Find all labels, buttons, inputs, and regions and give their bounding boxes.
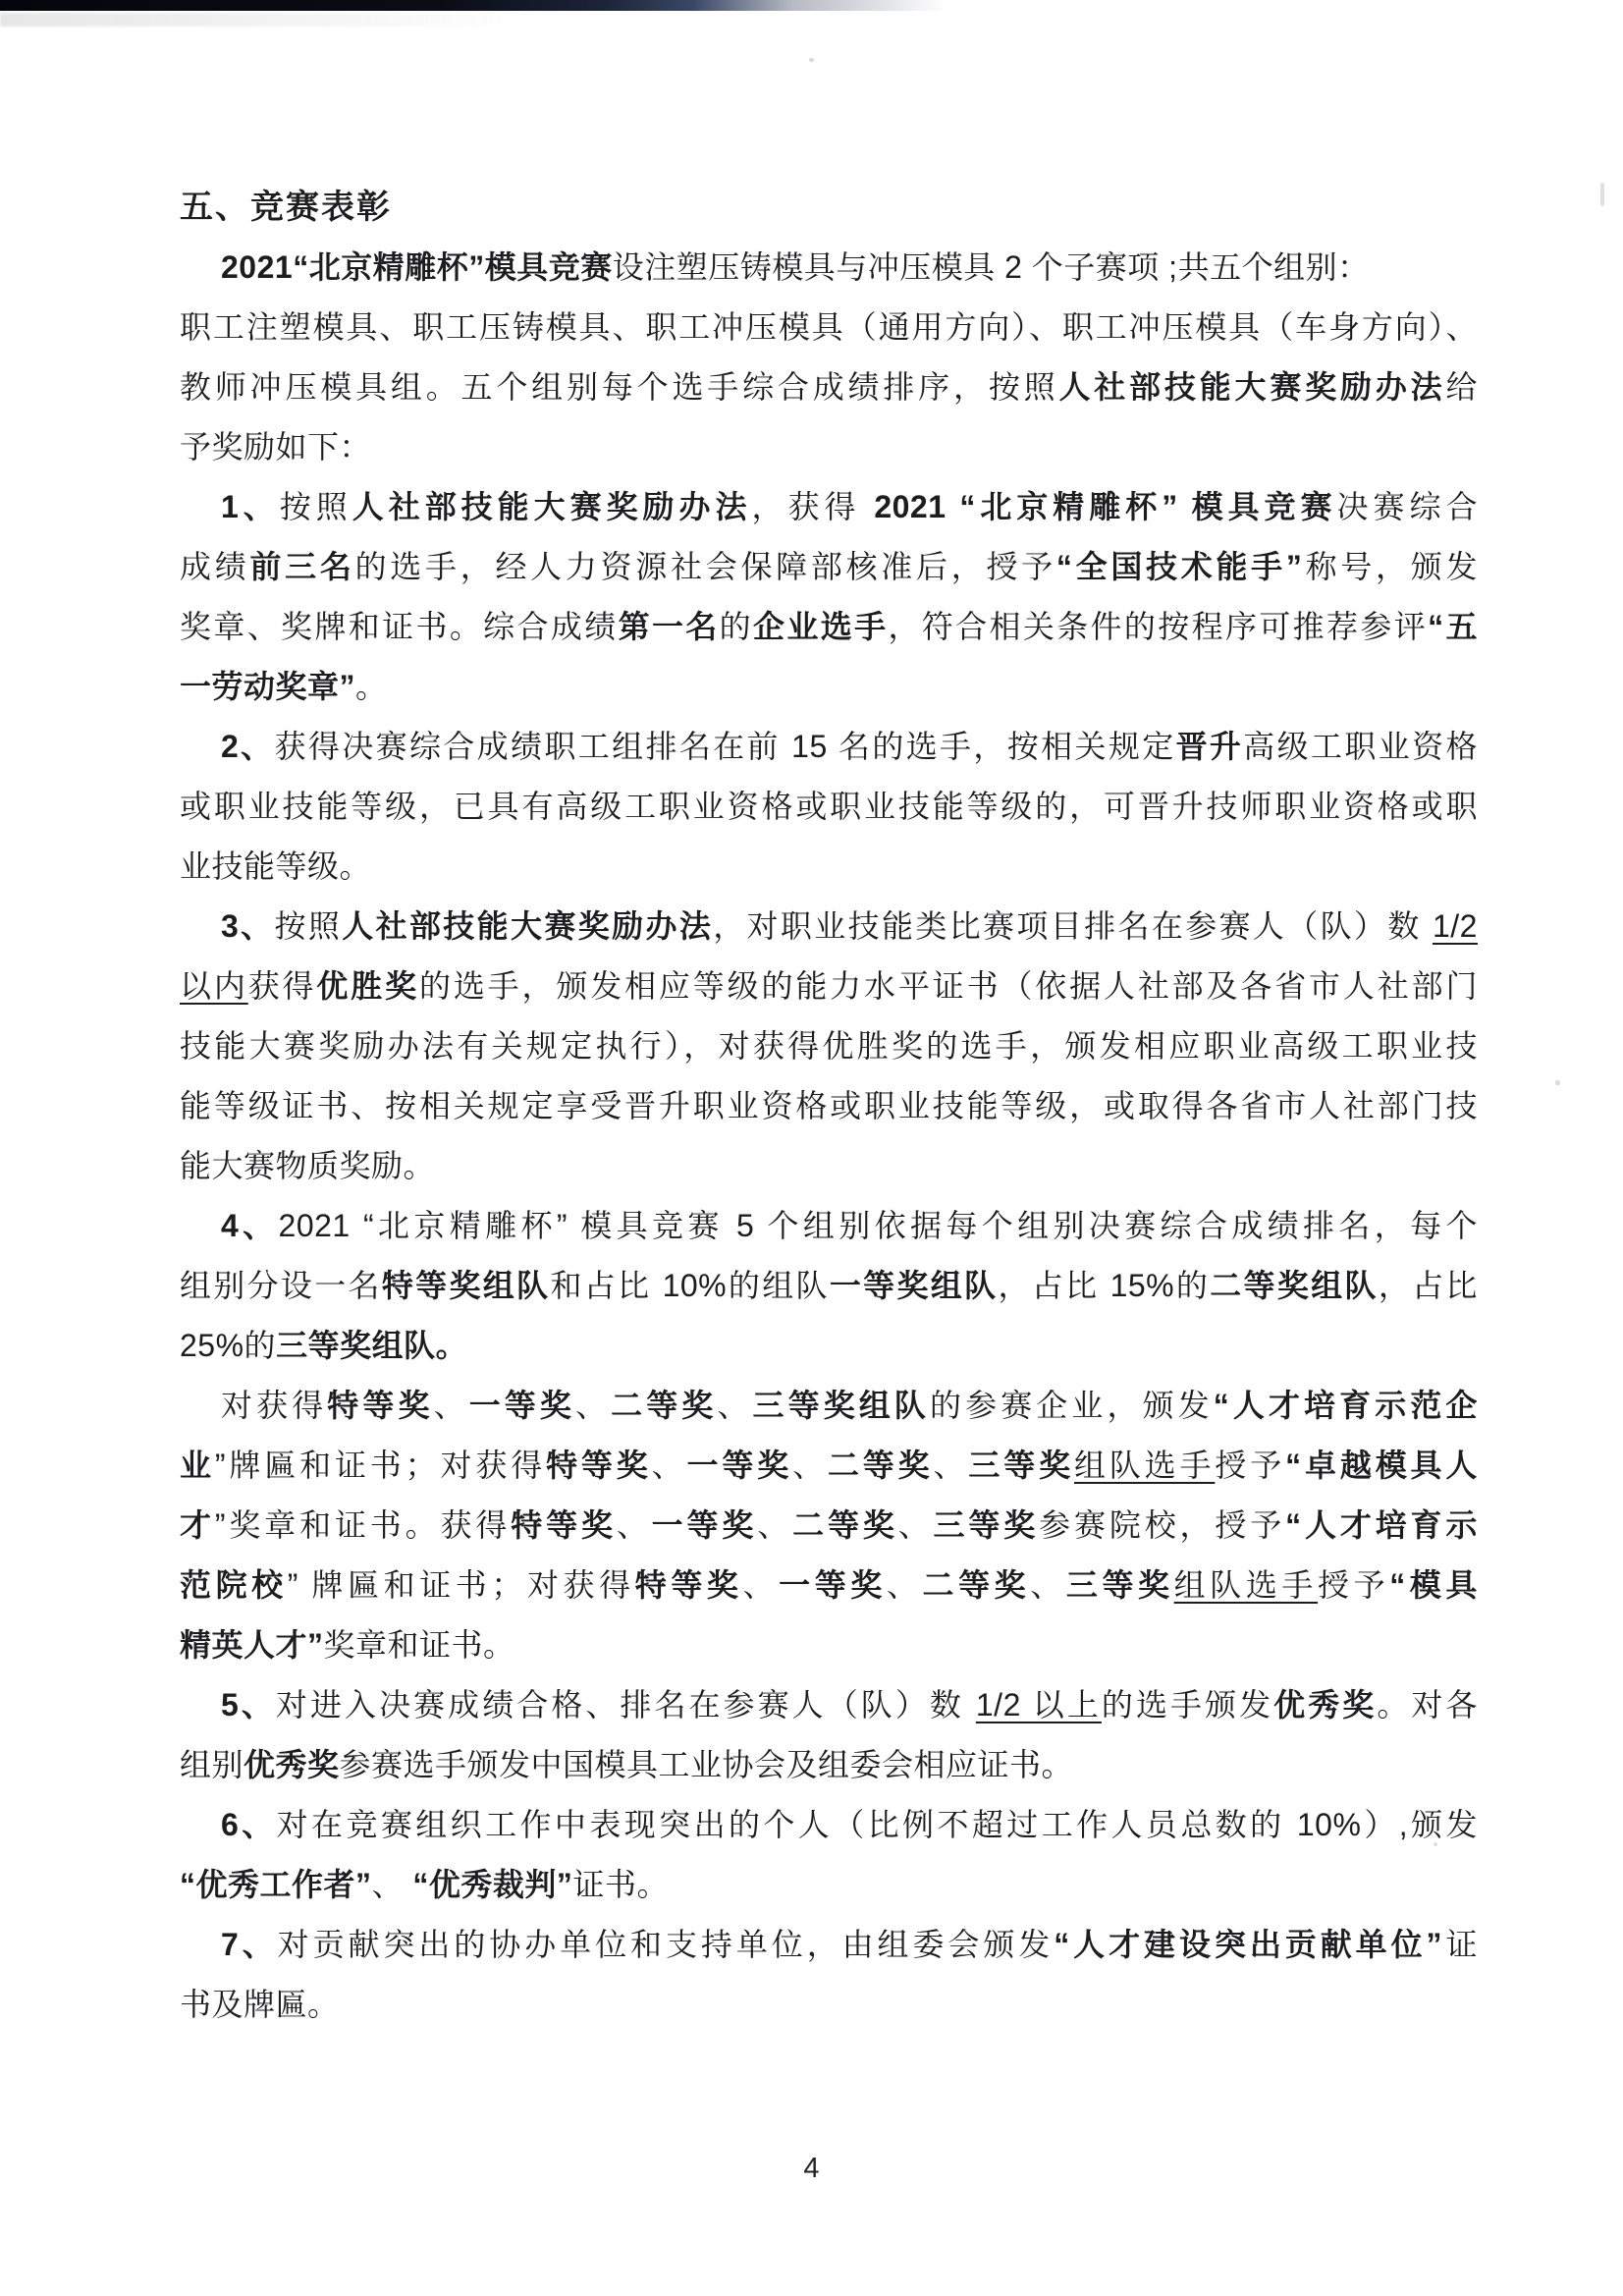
text-segment: ，获得: [751, 489, 875, 524]
text-line: [180, 1855, 1478, 1915]
text-line: [180, 477, 1478, 537]
text-segment: 或职业技能等级，已具有高级工职业资格或职业技能等级的，可晋升技师职业资格或职: [180, 789, 1478, 824]
text-segment: 三等奖组队: [752, 1388, 930, 1423]
text-line: [180, 417, 1478, 477]
text-line: [180, 1735, 1478, 1795]
text-segment: ”牌匾和证书；对获得: [214, 1448, 547, 1483]
text-line: [180, 1496, 1478, 1556]
text-segment: 组队选手: [1173, 1567, 1319, 1603]
text-segment: 组别: [180, 1747, 244, 1782]
text-segment: 三等奖: [933, 1507, 1040, 1543]
text-line: [180, 1076, 1478, 1136]
text-segment: “人才建设突出贡献单位”: [1054, 1927, 1443, 1962]
text-line: [180, 1256, 1478, 1316]
text-segment: 和占比 10%的组队: [550, 1268, 830, 1303]
text-segment: “人才培育示范企: [1213, 1388, 1478, 1423]
text-segment: 才: [180, 1507, 215, 1543]
text-segment: 、: [575, 1388, 612, 1423]
text-line: [180, 1795, 1478, 1855]
text-line: [180, 1196, 1478, 1256]
text-segment: 7、: [221, 1927, 278, 1962]
text-line: [180, 1316, 1478, 1376]
text-segment: 、: [1030, 1567, 1066, 1603]
text-line: [180, 957, 1478, 1016]
text-segment: 二等奖: [827, 1448, 934, 1483]
text-segment: 二等奖组队: [1210, 1268, 1379, 1303]
text-line: [180, 657, 1478, 717]
text-segment: 给: [1445, 369, 1478, 405]
text-segment: 特等奖: [511, 1507, 617, 1543]
text-segment: 参赛院校，授予: [1039, 1507, 1286, 1543]
text-segment: 一劳动奖章”: [180, 669, 356, 704]
text-segment: 2021 “北京精雕杯” 模具竞赛: [874, 489, 1337, 524]
text-segment: 的选手颁发: [1101, 1687, 1274, 1722]
text-line: [180, 837, 1478, 897]
text-segment: ”奖章和证书。获得: [214, 1507, 512, 1543]
page-number: 4: [803, 2153, 820, 2184]
text-segment: 授予: [1215, 1448, 1286, 1483]
text-line: [180, 1136, 1478, 1196]
text-segment: 人社部技能大赛奖励办法: [342, 908, 714, 944]
text-segment: 按照: [279, 489, 352, 524]
text-line: [180, 238, 1478, 298]
text-segment: 、: [792, 1448, 828, 1483]
text-segment: 优秀奖: [1273, 1687, 1378, 1722]
text-segment: 组队选手: [1073, 1448, 1216, 1483]
text-segment: 1/2: [1432, 908, 1478, 944]
text-line: [180, 1615, 1478, 1675]
text-segment: “卓越模具人: [1285, 1448, 1478, 1483]
text-segment: “优秀工作者”: [180, 1867, 372, 1902]
text-segment: 、: [886, 1567, 923, 1603]
text-line: [180, 597, 1478, 657]
text-segment: 精英人才”: [180, 1627, 324, 1663]
text-segment: 设注塑压铸模具与冲压模具 2 个子赛项 ;共五个组别：: [612, 249, 1370, 285]
text-segment: 。对各: [1377, 1687, 1478, 1722]
text-segment: 组别分设一名: [180, 1268, 382, 1303]
text-segment: 、: [757, 1507, 793, 1543]
text-segment: 特等奖: [634, 1567, 743, 1603]
text-segment: 教师冲压模具组。五个组别每个选手综合成绩排序，按照: [180, 369, 1059, 405]
text-line: [180, 1016, 1478, 1076]
text-line: [180, 897, 1478, 957]
text-segment: 成绩: [180, 549, 250, 584]
text-segment: 的参赛企业，颁发: [930, 1388, 1214, 1423]
scan-speck: [1600, 183, 1604, 206]
text-segment: 一等奖: [779, 1567, 887, 1603]
scan-speck: [1555, 1080, 1560, 1085]
text-segment: 证书。: [572, 1867, 669, 1902]
text-segment: 授予: [1318, 1567, 1390, 1603]
text-segment: 25%的: [180, 1328, 277, 1363]
text-segment: 2、: [221, 729, 275, 764]
text-segment: 按照: [274, 908, 343, 944]
text-segment: “优秀裁判”: [412, 1867, 573, 1902]
text-segment: 业: [180, 1448, 215, 1483]
text-segment: “人才培育示: [1285, 1507, 1478, 1543]
text-segment: 证: [1442, 1927, 1478, 1962]
text-segment: 二等奖: [611, 1388, 718, 1423]
text-segment: 五、竞赛表彰: [180, 189, 392, 226]
text-segment: 能大赛物质奖励。: [180, 1148, 436, 1183]
text-segment: 一等奖: [468, 1388, 575, 1423]
text-segment: 、: [897, 1507, 934, 1543]
text-segment: 范院校: [180, 1567, 288, 1603]
text-segment: 的选手，经人力资源社会保障部核准后，授予: [354, 549, 1056, 584]
text-segment: 对在竞赛组织工作中表现突出的个人（比例不超过工作人员总数的 10%）,颁发: [276, 1807, 1478, 1842]
text-line: [180, 1556, 1478, 1615]
scan-speck: [809, 58, 814, 62]
text-segment: 前三名: [249, 549, 355, 584]
text-segment: 第一名: [618, 609, 720, 644]
text-line: [180, 1436, 1478, 1496]
text-line: [180, 1915, 1478, 1975]
text-segment: 人社部技能大赛奖励办法: [352, 489, 752, 524]
text-segment: “模具: [1389, 1567, 1478, 1603]
scan-artifact-smudge: [0, 13, 530, 27]
text-line: [180, 298, 1478, 357]
text-segment: 一等奖: [686, 1448, 793, 1483]
text-line: [180, 717, 1478, 777]
text-segment: 2021“北京精雕杯”模具竞赛: [221, 249, 613, 285]
text-line: [180, 1975, 1478, 2035]
text-segment: 高级工职业资格: [1243, 729, 1478, 764]
text-segment: 优胜奖: [316, 968, 419, 1004]
text-segment: 、: [717, 1388, 753, 1423]
text-segment: 特等奖组队: [381, 1268, 551, 1303]
text-segment: 以内: [180, 968, 248, 1004]
text-segment: 职工注塑模具、职工压铸模具、职工冲压模具（通用方向）、职工冲压模具（车身方向）、: [180, 309, 1478, 345]
text-segment: 获得: [247, 968, 317, 1004]
text-segment: ” 牌匾和证书；对获得: [287, 1567, 635, 1603]
text-segment: 奖章、奖牌和证书。综合成绩: [180, 609, 619, 644]
text-segment: 的: [719, 609, 754, 644]
text-segment: 二等奖: [922, 1567, 1031, 1603]
text-segment: 晋升: [1175, 729, 1244, 764]
text-segment: 的选手，颁发相应等级的能力水平证书（依据人社部及各省市人社部门: [418, 968, 1478, 1004]
text-segment: 、: [651, 1448, 687, 1483]
text-segment: 对贡献突出的协办单位和支持单位，由组委会颁发: [277, 1927, 1055, 1962]
text-segment: 能等级证书、按相关规定享受晋升职业资格或职业技能等级，或取得各省市人社部门技: [180, 1088, 1478, 1123]
text-segment: 、: [371, 1867, 413, 1902]
text-segment: 三等奖: [968, 1448, 1074, 1483]
text-segment: 优秀奖: [243, 1747, 340, 1782]
text-segment: 特等奖: [546, 1448, 652, 1483]
text-line: [180, 1376, 1478, 1436]
text-segment: ，符合相关条件的按程序可推荐参评: [888, 609, 1429, 644]
section-heading: [180, 178, 1478, 238]
text-segment: 书及牌匾。: [180, 1987, 340, 2022]
text-segment: 5、: [221, 1687, 276, 1722]
text-segment: 业技能等级。: [180, 848, 372, 884]
text-segment: 1/2 以上: [975, 1687, 1102, 1722]
text-segment: 。: [355, 669, 388, 704]
text-segment: 决赛综合: [1336, 489, 1478, 524]
text-segment: 、: [742, 1567, 780, 1603]
text-line: [180, 357, 1478, 417]
text-line: [180, 777, 1478, 837]
text-segment: 、: [433, 1388, 469, 1423]
text-segment: 3、: [221, 908, 275, 944]
text-segment: 4、: [221, 1208, 279, 1243]
text-segment: “全国技术能手”: [1055, 549, 1303, 584]
text-segment: 、: [933, 1448, 969, 1483]
text-segment: 2021 “北京精雕杯” 模具竞赛 5 个组别依据每个组别决赛综合成绩排名，每个: [278, 1208, 1478, 1243]
text-segment: “五: [1428, 609, 1478, 644]
text-segment: ，占比 15%的: [998, 1268, 1211, 1303]
text-segment: 二等奖: [792, 1507, 898, 1543]
text-segment: 6、: [221, 1807, 277, 1842]
text-segment: 一等奖: [651, 1507, 758, 1543]
text-segment: 、: [616, 1507, 652, 1543]
text-line: [180, 537, 1478, 597]
text-segment: 一等奖组队: [829, 1268, 999, 1303]
text-segment: ，占比: [1378, 1268, 1478, 1303]
text-segment: 对进入决赛成绩合格、排名在参赛人（队）数: [275, 1687, 976, 1722]
text-segment: 企业选手: [753, 609, 889, 644]
text-segment: 1、: [221, 489, 280, 524]
text-segment: 特等奖: [327, 1388, 434, 1423]
text-segment: ，对职业技能类比赛项目排名在参赛人（队）数: [713, 908, 1433, 944]
text-segment: 人社部技能大赛奖励办法: [1058, 369, 1446, 405]
text-segment: 技能大赛奖励办法有关规定执行），对获得优胜奖的选手，颁发相应职业高级工职业技: [180, 1028, 1478, 1064]
text-segment: 奖章和证书。: [323, 1627, 515, 1663]
text-segment: 获得决赛综合成绩职工组排名在前 15 名的选手，按相关规定: [274, 729, 1176, 764]
text-line: [180, 1675, 1478, 1735]
text-segment: 对获得: [221, 1388, 328, 1423]
text-segment: 参赛选手颁发中国模具工业协会及组委会相应证书。: [339, 1747, 1074, 1782]
text-segment: 予奖励如下：: [180, 429, 372, 465]
text-block: [180, 178, 1478, 2035]
scan-artifact-top-bar: [0, 0, 1100, 11]
text-segment: 称号，颁发: [1302, 549, 1478, 584]
text-segment: 三等奖组队。: [276, 1328, 468, 1363]
text-segment: 三等奖: [1065, 1567, 1174, 1603]
